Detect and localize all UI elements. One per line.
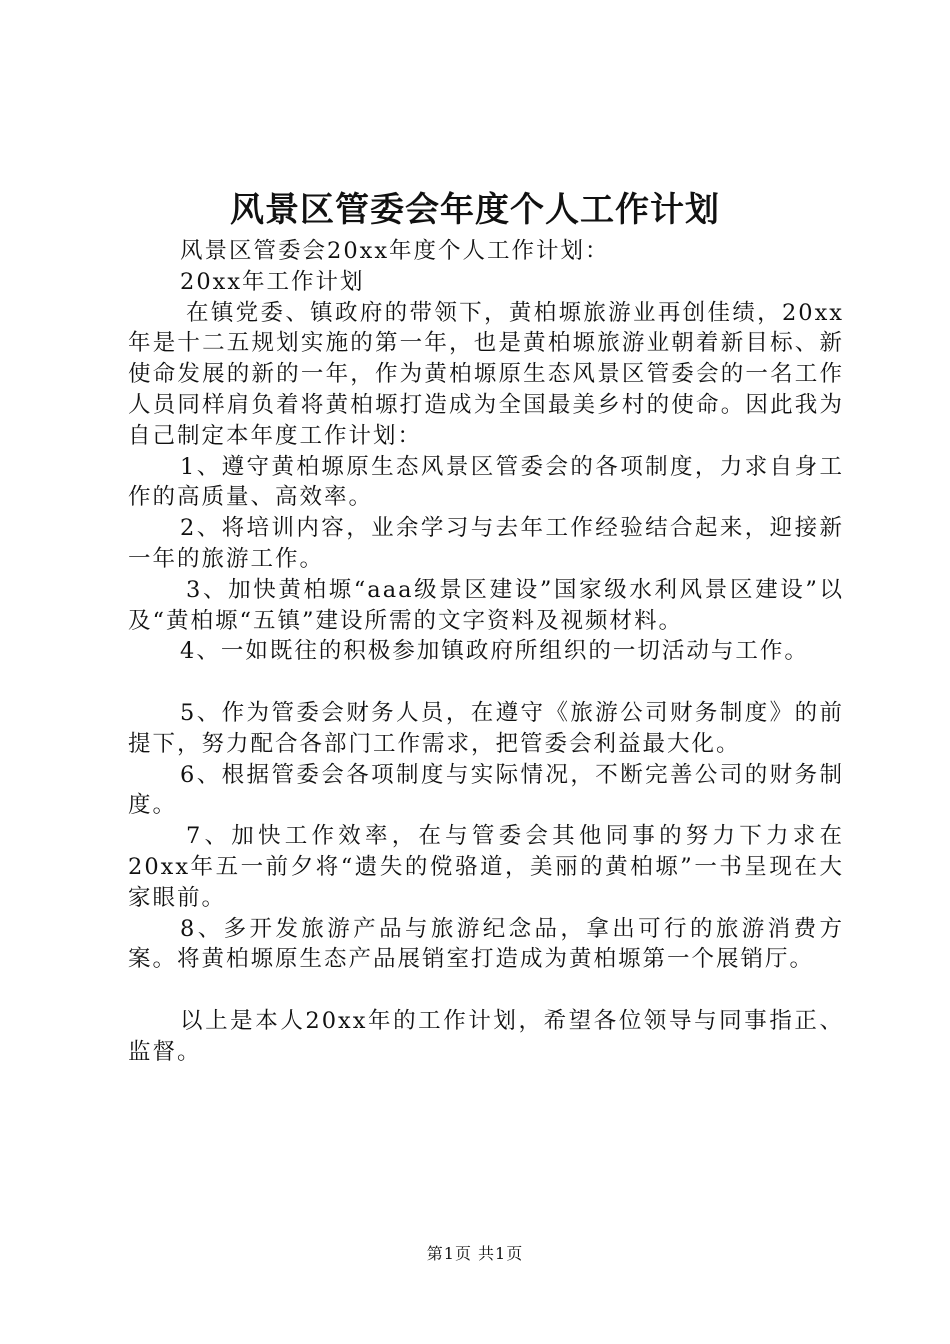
preface-paragraph: 在镇党委、镇政府的带领下，黄柏塬旅游业再创佳绩，20xx年是十二五规划实施的第一年，也是黄柏塬旅游业朝着新目标、新使命发展的新的一年，作为黄柏塬原生态风景区管委会的一名工作人员同样肩负着将黄柏塬打造成为全国最美乡村的使命。因此我为自己制定本年度工作计划： [128, 299, 844, 449]
plan-item-3: 3、加快黄柏塬“aaa级景区建设”国家级水利风景区建设”以及“黄柏塬“五镇”建设所需的文字资料及视频材料。 [128, 576, 844, 634]
plan-item-7: 7、加快工作效率，在与管委会其他同事的努力下力求在20xx年五一前夕将“遗失的傥骆道，美丽的黄柏塬”一书呈现在大家眼前。 [128, 823, 844, 911]
closing-paragraph: 以上是本人20xx年的工作计划，希望各位领导与同事指正、监督。 [128, 1007, 844, 1065]
document-title: 风景区管委会年度个人工作计划 [230, 190, 720, 230]
document-body [128, 236, 844, 1068]
plan-item-5: 5、作为管委会财务人员，在遵守《旅游公司财务制度》的前提下，努力配合各部门工作需求，把管委会利益最大化。 [128, 699, 844, 757]
blank-line [128, 975, 844, 1006]
plan-heading: 20xx年工作计划 [180, 268, 365, 295]
blank-line [128, 667, 844, 698]
intro-line: 风景区管委会20xx年度个人工作计划： [180, 238, 610, 264]
plan-item-4: 4、一如既往的积极参加镇政府所组织的一切活动与工作。 [180, 638, 809, 665]
plan-item-8: 8、多开发旅游产品与旅游纪念品，拿出可行的旅游消费方案。将黄柏塬原生态产品展销室打造成为黄柏塬第一个展销厅。 [128, 915, 844, 973]
plan-item-1: 1、遵守黄柏塬原生态风景区管委会的各项制度，力求自身工作的高质量、高效率。 [128, 453, 844, 511]
plan-item-2: 2、将培训内容，业余学习与去年工作经验结合起来，迎接新一年的旅游工作。 [128, 515, 844, 572]
page-footer: 第1页 共1页 [426, 1244, 524, 1263]
plan-item-6: 6、根据管委会各项制度与实际情况，不断完善公司的财务制度。 [128, 761, 844, 819]
